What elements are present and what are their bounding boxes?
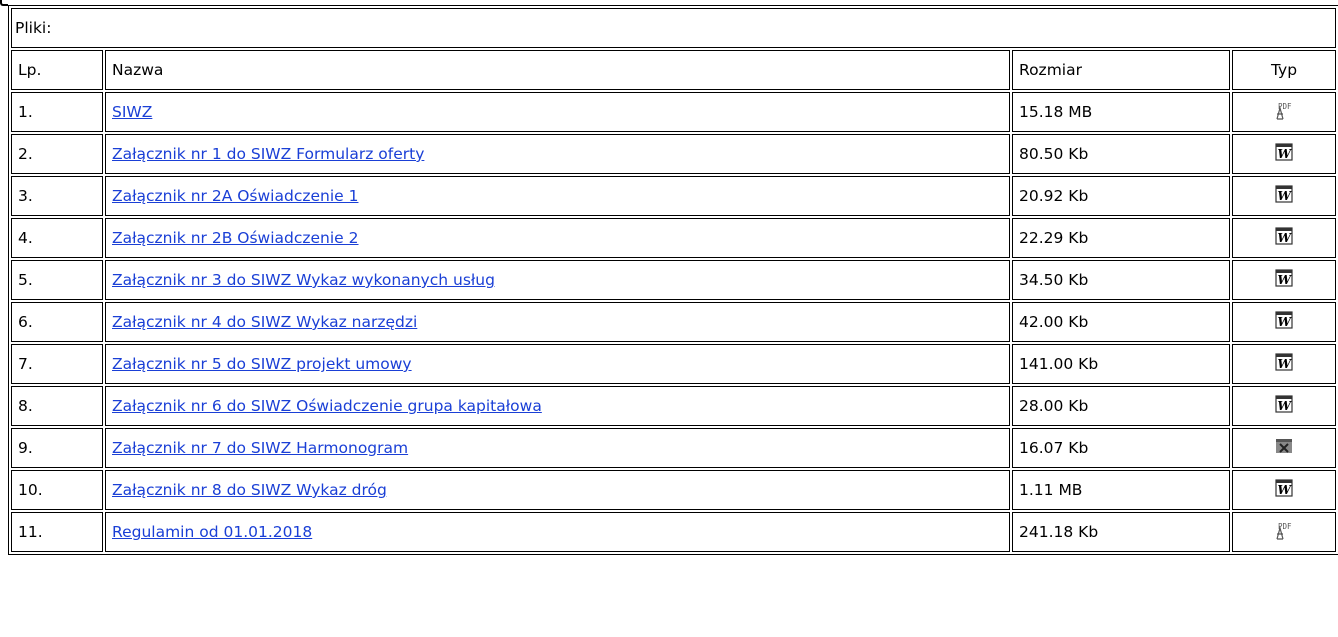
- file-type-cell: [1232, 134, 1336, 174]
- table-row: [11, 470, 1336, 510]
- files-table: [8, 5, 1338, 555]
- svg-text:PDF: PDF: [1278, 522, 1292, 531]
- row-number: 11.: [11, 512, 103, 552]
- word-icon: [1274, 226, 1294, 250]
- svg-text:W: W: [1277, 189, 1291, 203]
- svg-text:W: W: [1277, 231, 1291, 245]
- file-size: 34.50 Kb: [1012, 260, 1230, 300]
- file-size: 22.29 Kb: [1012, 218, 1230, 258]
- row-number: 10.: [11, 470, 103, 510]
- file-size: 241.18 Kb: [1012, 512, 1230, 552]
- file-size: 80.50 Kb: [1012, 134, 1230, 174]
- svg-text:W: W: [1277, 483, 1291, 497]
- row-number: 9.: [11, 428, 103, 468]
- table-header-row: [11, 50, 1336, 90]
- table-row: [11, 386, 1336, 426]
- word-icon: [1274, 142, 1294, 166]
- table-row: [11, 344, 1336, 384]
- header-type: Typ: [1232, 50, 1336, 90]
- file-size: 1.11 MB: [1012, 470, 1230, 510]
- table-row: [11, 428, 1336, 468]
- page-corner-fragment: [0, 0, 8, 6]
- table-row: [11, 176, 1336, 216]
- word-icon: [1274, 310, 1294, 334]
- header-lp: Lp.: [11, 50, 103, 90]
- file-type-cell: [1232, 344, 1336, 384]
- file-type-cell: [1232, 260, 1336, 300]
- file-link[interactable]: Załącznik nr 1 do SIWZ Formularz oferty: [112, 145, 425, 163]
- file-link[interactable]: SIWZ: [112, 103, 153, 121]
- word-icon: [1274, 352, 1294, 376]
- table-row: [11, 134, 1336, 174]
- row-number: 3.: [11, 176, 103, 216]
- file-type-cell: [1232, 470, 1336, 510]
- file-type-cell: [1232, 92, 1336, 132]
- word-icon: [1274, 268, 1294, 292]
- table-caption: Pliki:: [11, 8, 1336, 48]
- row-number: 6.: [11, 302, 103, 342]
- file-link[interactable]: Załącznik nr 8 do SIWZ Wykaz dróg: [112, 481, 387, 499]
- row-number: 8.: [11, 386, 103, 426]
- table-caption-row: [11, 8, 1336, 48]
- svg-text:W: W: [1277, 315, 1291, 329]
- row-number: 1.: [11, 92, 103, 132]
- file-name-cell: [105, 512, 1010, 552]
- file-name-cell: [105, 344, 1010, 384]
- file-type-cell: [1232, 386, 1336, 426]
- file-size: 42.00 Kb: [1012, 302, 1230, 342]
- table-row: [11, 260, 1336, 300]
- file-type-cell: [1232, 218, 1336, 258]
- file-name-cell: [105, 176, 1010, 216]
- table-row: [11, 512, 1336, 552]
- file-size: 16.07 Kb: [1012, 428, 1230, 468]
- file-name-cell: [105, 218, 1010, 258]
- file-link[interactable]: Załącznik nr 4 do SIWZ Wykaz narzędzi: [112, 313, 418, 331]
- file-type-cell: [1232, 176, 1336, 216]
- files-section: [8, 5, 1335, 555]
- word-icon: [1274, 394, 1294, 418]
- row-number: 2.: [11, 134, 103, 174]
- file-link[interactable]: Załącznik nr 3 do SIWZ Wykaz wykonanych usług: [112, 271, 495, 289]
- file-size: 28.00 Kb: [1012, 386, 1230, 426]
- file-link[interactable]: Załącznik nr 2A Oświadczenie 1: [112, 187, 359, 205]
- row-number: 7.: [11, 344, 103, 384]
- file-link[interactable]: Załącznik nr 6 do SIWZ Oświadczenie grupa kapitałowa: [112, 397, 542, 415]
- pdf-icon: [1274, 520, 1294, 544]
- file-link[interactable]: Załącznik nr 7 do SIWZ Harmonogram: [112, 439, 409, 457]
- file-name-cell: [105, 260, 1010, 300]
- file-name-cell: [105, 92, 1010, 132]
- file-size: 15.18 MB: [1012, 92, 1230, 132]
- row-number: 4.: [11, 218, 103, 258]
- header-name: Nazwa: [105, 50, 1010, 90]
- file-name-cell: [105, 386, 1010, 426]
- word-icon: [1274, 184, 1294, 208]
- file-type-cell: [1232, 428, 1336, 468]
- file-name-cell: [105, 302, 1010, 342]
- file-name-cell: [105, 470, 1010, 510]
- svg-text:W: W: [1277, 147, 1291, 161]
- svg-text:W: W: [1277, 273, 1291, 287]
- table-row: [11, 92, 1336, 132]
- file-name-cell: [105, 134, 1010, 174]
- file-size: 20.92 Kb: [1012, 176, 1230, 216]
- file-name-cell: [105, 428, 1010, 468]
- svg-text:PDF: PDF: [1278, 102, 1292, 111]
- file-type-cell: [1232, 512, 1336, 552]
- word-icon: [1274, 478, 1294, 502]
- excel-icon: [1274, 436, 1294, 460]
- row-number: 5.: [11, 260, 103, 300]
- table-row: [11, 302, 1336, 342]
- pdf-icon: [1274, 100, 1294, 124]
- file-link[interactable]: Załącznik nr 5 do SIWZ projekt umowy: [112, 355, 412, 373]
- header-size: Rozmiar: [1012, 50, 1230, 90]
- file-link[interactable]: Regulamin od 01.01.2018: [112, 523, 313, 541]
- file-size: 141.00 Kb: [1012, 344, 1230, 384]
- svg-text:W: W: [1277, 399, 1291, 413]
- file-type-cell: [1232, 302, 1336, 342]
- table-row: [11, 218, 1336, 258]
- file-link[interactable]: Załącznik nr 2B Oświadczenie 2: [112, 229, 359, 247]
- svg-text:W: W: [1277, 357, 1291, 371]
